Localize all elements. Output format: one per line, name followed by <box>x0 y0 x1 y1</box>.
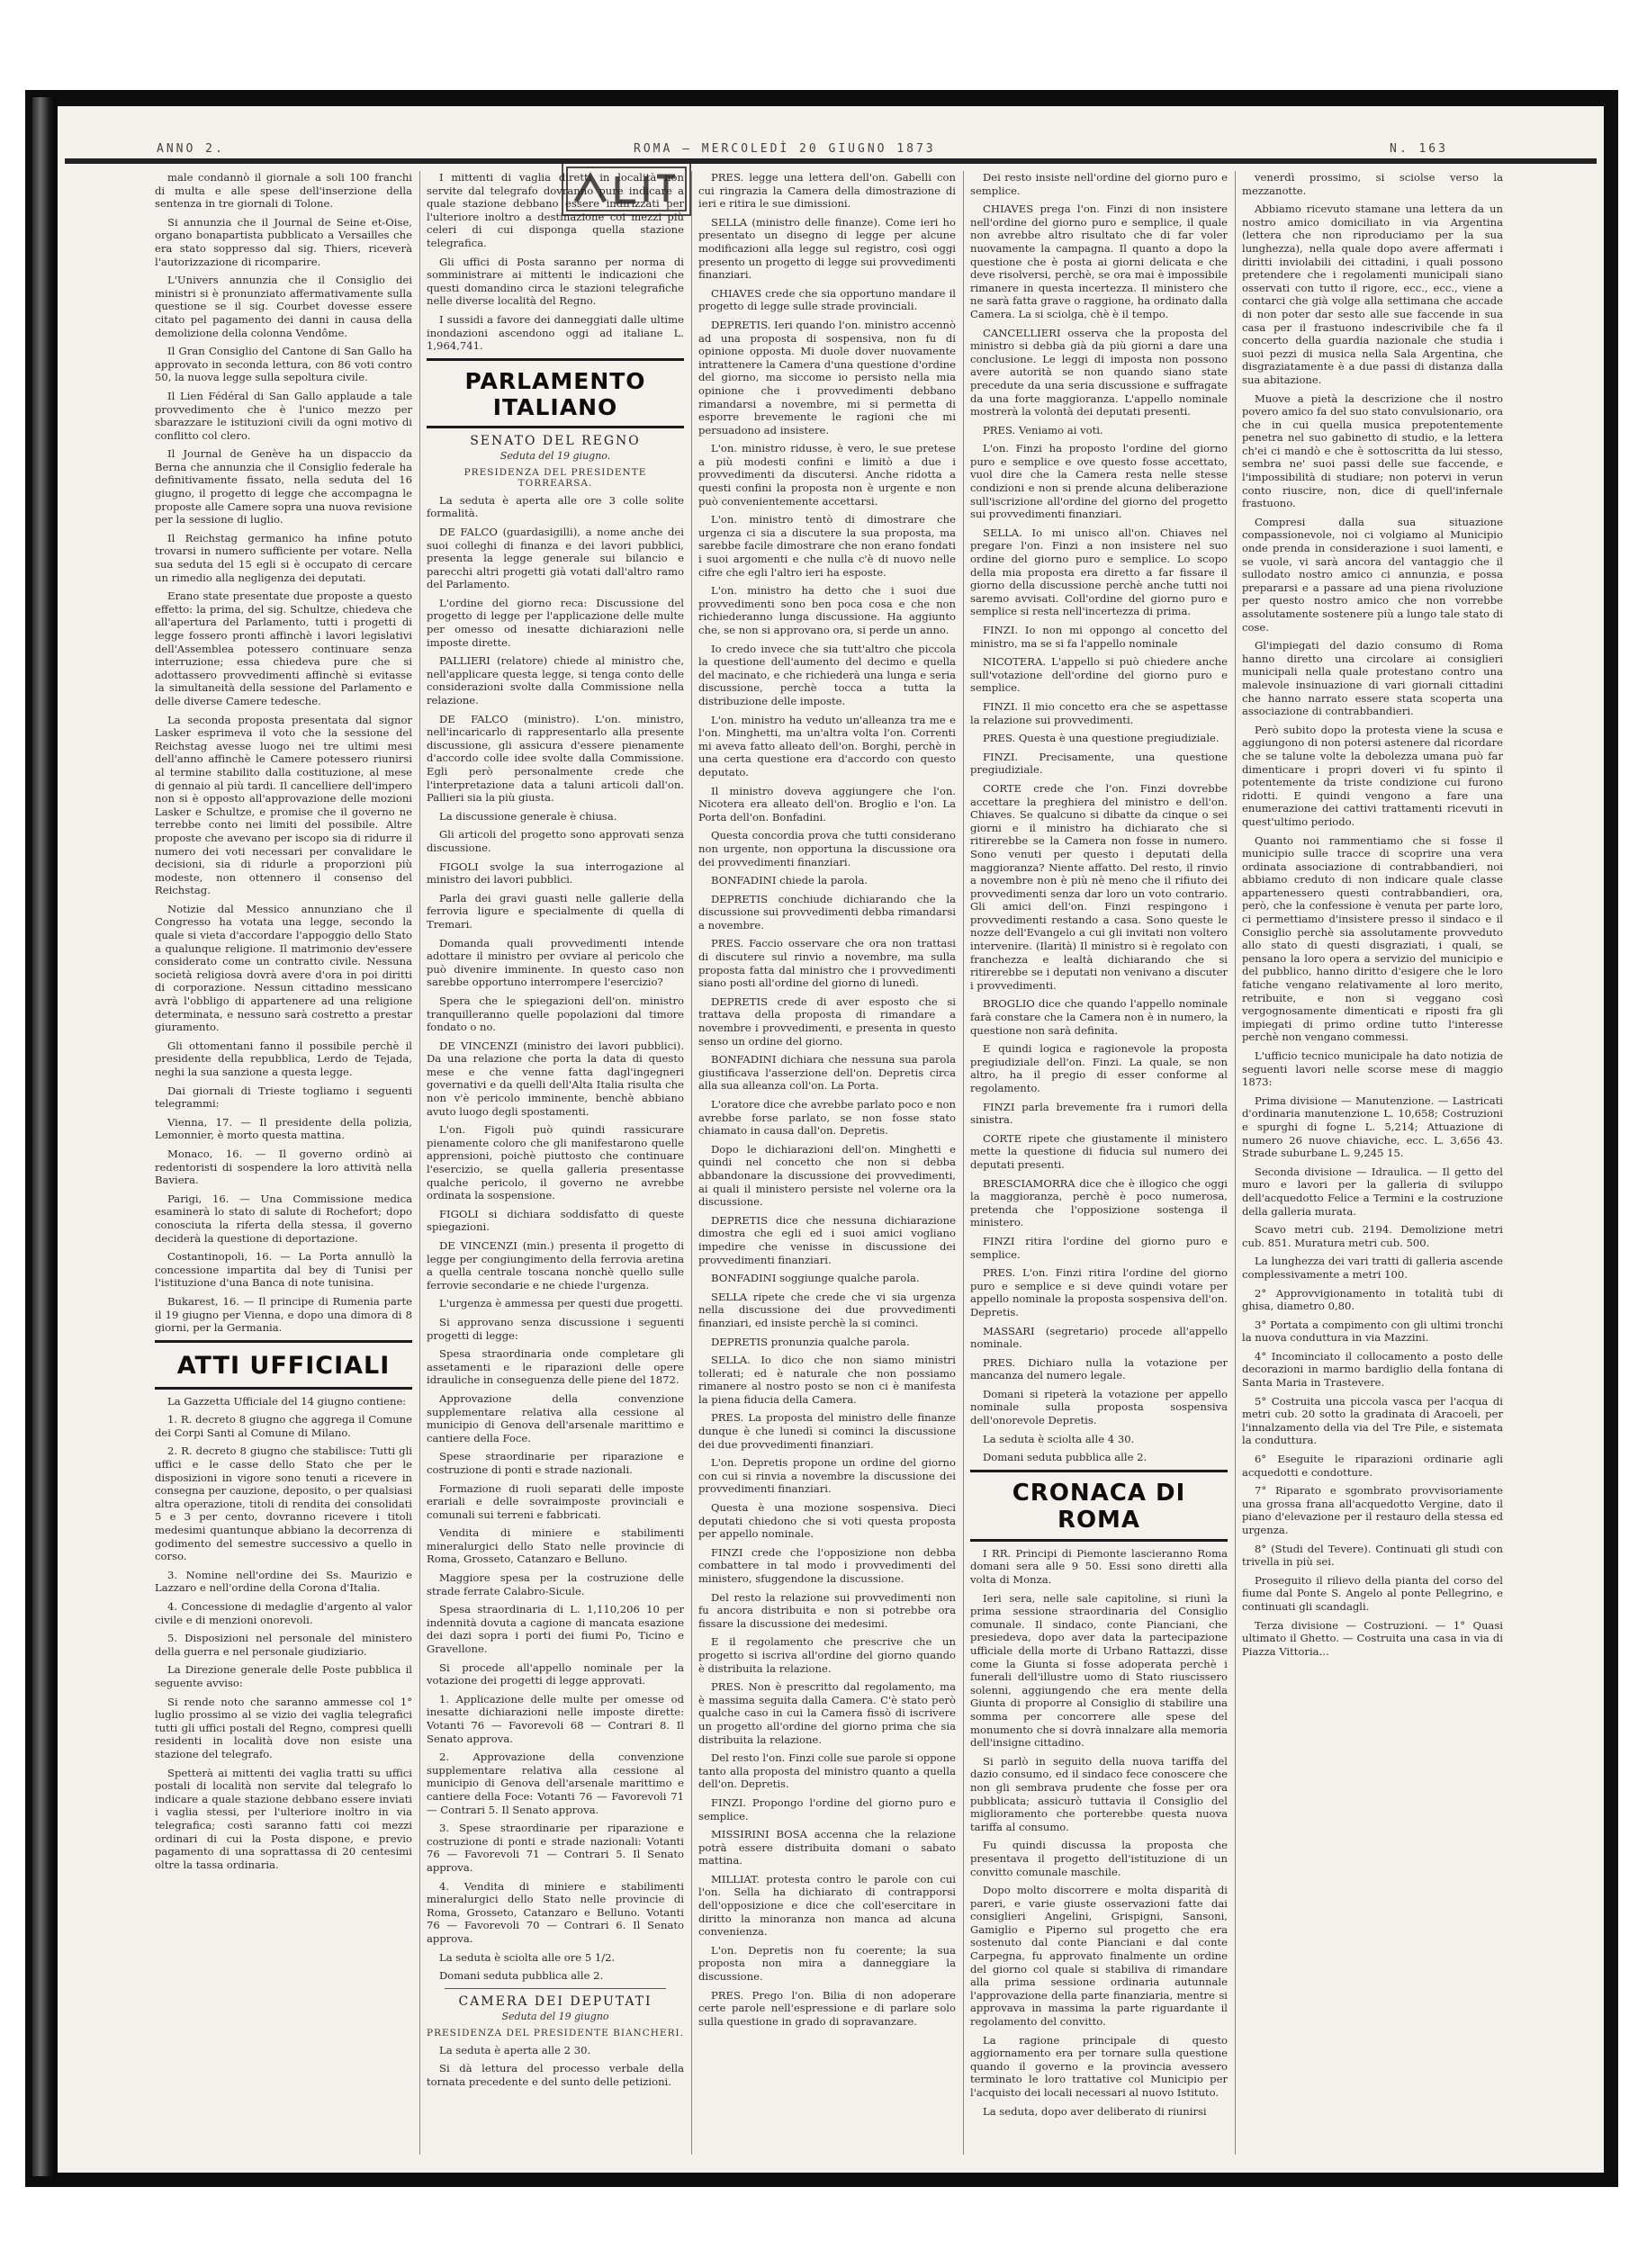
article-paragraph: 2. Approvazione della convenzione supplementare relativa alla cessione al municipio di Genova dell'arsenale marittimo e cantiere della Foce: Votanti 76 — Favorevoli 71 — Contrari 5. Il Senato approva. <box>427 1750 684 1816</box>
article-paragraph: FIGOLI si dichiara soddisfatto di queste spiegazioni. <box>427 1207 684 1234</box>
article-paragraph: Spetterà ai mittenti dei vaglia tratti su uffici postali di località non servite dal telegrafo lo indicare a quale stazione debbano essere inviati i vaglia stessi, per l'ulteriore inoltro in via telegrafica; costì saranno fatti coi mezzi ordinari di cui la Posta dispone, e previo pagamento di una soprattassa di 20 centesimi oltre la tassa ordinaria. <box>155 1766 412 1871</box>
article-paragraph: Parla dei gravi guasti nelle gallerie della ferrovia ligure e specialmente di quella di Tremari. <box>427 891 684 931</box>
article-paragraph: 4° Incominciato il collocamento a posto delle decorazioni in marmo bardiglio della fontana di Santa Maria in Trastevere. <box>1242 1349 1503 1390</box>
article-paragraph: La discussione generale è chiusa. <box>439 809 617 823</box>
column-2 <box>427 171 684 2155</box>
article-paragraph: Proseguito il rilievo della pianta del corso del fiume dal Ponte S. Angelo al ponte Pellegrino, e continuati gli scandagli. <box>1242 1573 1503 1613</box>
article-paragraph: BROGLIO dice che quando l'appello nominale farà constare che la Camera non è in numero, la questione non sarà definita. <box>970 997 1228 1037</box>
article-paragraph: L'on. Depretis non fu coerente; la sua proposta non mira a danneggiare la discussione. <box>698 1943 956 1984</box>
article-paragraph: 5. Disposizioni nel personale del ministero della guerra e nel personale giudiziario. <box>155 1632 412 1658</box>
article-paragraph: PRES. Faccio osservare che ora non trattasi di discutere sul rinvio a novembre, ma sulla proposta fatta dal ministro che i provvedimenti siano posti all'ordine del giorno di lunedì. <box>698 937 956 990</box>
article-paragraph: Vendita di miniere e stabilimenti mineralurgici dello Stato nelle provincie di Roma, Grosseto, Catanzaro e Belluno. <box>427 1526 684 1566</box>
column-divider <box>691 171 692 2155</box>
column-divider <box>963 171 964 2155</box>
article-paragraph: L'on. Depretis propone un ordine del giorno con cui si rinvia a novembre la discussione dei provvedimenti finanziari. <box>698 1456 956 1496</box>
article-paragraph: FIGOLI svolge la sua interrogazione al ministro dei lavori pubblici. <box>427 860 684 886</box>
section-rule <box>155 1340 412 1343</box>
article-paragraph: DEPRETIS crede di aver esposto che si trattava della proposta di rimandare a novembre i provvedimenti, e presenta in questo senso un ordine del giorno. <box>698 994 956 1048</box>
article-paragraph: Gl'impiegati del dazio consumo di Roma hanno diretto una circolare ai consiglieri municipali nella quale protestano contro una malevole insinuazione di vari giornali cittadini che hanno narrato essere stata scoperta una associazione di contrabbandieri. <box>1242 639 1503 718</box>
article-paragraph: Spese straordinarie per riparazione e costruzione di ponti e strade nazionali. <box>427 1450 684 1476</box>
article-paragraph: Compresi dalla sua situazione compassionevole, noi ci volgiamo al Municipio onde prenda in considerazione i suoi lamenti, e se vuole, vi sarà ancora del vantaggio che il sullodato nostro amico ci annunzia, e possa prepararsi e a passare ad una piena rivoluzione per questo nostro amico che non vorrebbe assolutamente sostenere più a lungo tale stato di cose. <box>1242 515 1503 634</box>
article-paragraph: male condannò il giornale a soli 100 franchi di multa e alle spese dell'inserzione della sentenza in tre giornali di Tolone. <box>155 171 412 211</box>
section-rule <box>970 1539 1228 1542</box>
article-paragraph: Abbiamo ricevuto stamane una lettera da un nostro amico domiciliato in via Argentina (lettera che non riproduciamo per la sua lunghezza), nella quale dopo avere affermati i diritti inviolabili dei cittadini, i quali possono pretendere che i regolamenti municipali siano osservati con tutto il rigore, ecc., ecc., viene a contarci che già volge alla settimana che accade di non poter dar sesto alle sue faccende in sua casa per il frastuono indescrivibile che fa il concerto della guardia nazionale che studia i suoi pezzi di musica nella Sala Argentina, che disgraziatamente è a due passi di distanza dalla sua abitazione. <box>1242 202 1503 386</box>
article-paragraph: 4. Vendita di miniere e stabilimenti mineralurgici dello Stato nelle provincie di Roma, Grosseto, Catanzaro e Belluno. Votanti 76 — Favorevoli 70 — Contrari 6. Il Senato approva. <box>427 1879 684 1945</box>
article-paragraph: DE VINCENZI (ministro dei lavori pubblici). Da una relazione che porta la data di questo mese e che venne fatta dagl'ingegneri governativi e da quelli dell'Alta Italia risulta che non v'è pericolo imminente, benchè abbiano avuto luogo degli spostamenti. <box>427 1039 684 1118</box>
atti-ufficiali-body <box>155 1395 412 1872</box>
article-paragraph: PRES. Prego l'on. Bilia di non adoperare certe parole nell'espressione e di parlare solo sulla questione in grado di sopravanzare. <box>698 1988 956 2028</box>
library-stamp <box>562 162 691 216</box>
article-paragraph: Quanto noi rammentiamo che si fosse il municipio sulle tracce di scoprire una vera ordinata associazione di contrabbandieri, noi abbiamo creduto di non indicare quale classe appartenessero questi contrabbandieri, ora, però, che la confessione è venuta per parte loro, ci permettiamo d'insistere presso il sindaco e il Consiglio perchè sia assolutamente provveduto allo stato di questi disgraziati, i quali, se pensano la loro opera a servizio del municipio e del pubblico, hanno diritto d'esigere che le loro fatiche vengano relativamente al loro merito, retribuite, e non si veggano così vergognosamente dimenticati e riposti fra gli impiegati di primo ordine tutto l'interesse perchè non vengano commessi. <box>1242 833 1503 1044</box>
article-paragraph: Si parlò in seguito della nuova tariffa del dazio consumo, ed il sindaco fece conoscere che non gli sembrava prudente che fosse per ora pubblicata; assicurò tuttavia il Consiglio del miglioramento che porterebbe questa nuova tariffa al consumo. <box>970 1754 1228 1833</box>
article-paragraph: DEPRETIS. Ieri quando l'on. ministro accennò ad una proposta di sospensiva, non fu di opinione opposta. Mi duole dover nuovamente intrattenere la Camera d'una questione d'ordine del giorno, ma siccome io persisto nella mia opinione che i provvedimenti debbano rimandarsi a novembre, mi si permetta di esporre brevemente le ragioni che mi persuadono ad insistere. <box>698 318 956 436</box>
senate-presidency: PRESIDENZA DEL PRESIDENTE TORREARSA. <box>464 466 647 489</box>
article-paragraph: 8° (Studi del Tevere). Continuati gli studi con trivella in più sei. <box>1242 1542 1503 1569</box>
article-paragraph: FINZI. Precisamente, una questione pregiudiziale. <box>970 750 1228 777</box>
article-paragraph: DE VINCENZI (min.) presenta il progetto di legge per congiungimento della ferrovia aretina a quella centrale toscana nonchè quello sulle ferrovie secondarie e ne chiede l'urgenza. <box>427 1239 684 1292</box>
section-rule <box>427 426 684 428</box>
article-paragraph: I mittenti di vaglia diretti in località non servite dal telegrafo dovranno pure indicare a quale stazione debbano essere indirizzati per l'ulteriore inoltro a destinazione coi mezzi più celeri di cui disponga quella stazione telegrafica. <box>427 171 684 249</box>
article-paragraph: BRESCIAMORRA dice che è illogico che oggi la maggioranza, perchè è poco numerosa, pretenda che l'opposizione sostenga il ministero. <box>970 1176 1228 1229</box>
article-paragraph: 2. R. decreto 8 giugno che stabilisce: Tutti gli uffici e le casse dello Stato che per le disposizioni in vigore sono tenuti a ricevere in consegna per cauzione, deposito, o per qualsiasi altra operazione, titoli di rendita dei consolidati 5 e 3 per cento, dovranno ricevere i titoli medesimi quantunque abbiano la decorrenza di godimento del semestre successivo a quello in corso. <box>155 1444 412 1563</box>
article-paragraph: PRES. Veniamo ai voti. <box>983 423 1103 436</box>
article-paragraph: Il Lien Fédéral di San Gallo applaude a tale provvedimento che è l'unico mezzo per sbarazzare le istituzioni civili da ogni motivo di conflitto col clero. <box>155 389 412 442</box>
article-paragraph: La seduta, dopo aver deliberato di riunirsi <box>983 2104 1207 2118</box>
article-paragraph: CORTE crede che l'on. Finzi dovrebbe accettare la preghiera del ministro e dell'on. Chiaves. Se qualcuno si dibatte da cinque o sei giorni e il ministro ha dichiarato che si ritirerebbe se la Camera non fosse in numero. Sono venuti per questo i deputati della maggioranza? Niente affatto. Del resto, il rinvio a novembre non è più nè meno che il rifiuto dei provvedimenti senza dar loro un voto contrario. Gli amici dell'on. Finzi respingono i provvedimenti restando a casa. Sono queste le nozze dell'Evangelo a cui gli invitati non voltero intervenire. (Ilarità) Il ministro si è regolato con franchezza e lealtà dichiarando che si ritirerebbe se i deputati non venivano a discuter i provvedimenti. <box>970 781 1228 992</box>
article-paragraph: La seduta è aperta alle 2 30. <box>439 2043 591 2056</box>
article-paragraph: Gli uffici di Posta saranno per norma di somministrare ai mittenti le indicazioni che questi domandino circa le stazioni telegrafiche nelle diverse località del Regno. <box>427 255 684 308</box>
article-paragraph: Questa concordia prova che tutti considerano non urgente, non opportuna la discussione ora dei provvedimenti finanziari. <box>698 829 956 868</box>
article-paragraph: I sussidi a favore dei danneggiati dalle ultime inondazioni ascendono oggi ad italiane L. 1,964,741. <box>427 312 684 353</box>
article-paragraph: FINZI. Il mio concetto era che se aspettasse la relazione sui provvedimenti. <box>970 699 1228 726</box>
column-4-body <box>970 171 1228 1464</box>
article-paragraph: FINZI crede che l'opposizione non debba combattere in tal modo i provvedimenti del ministero, sfuggendone la discussione. <box>698 1545 956 1585</box>
article-paragraph: DEPRETIS pronunzia qualche parola. <box>711 1335 910 1348</box>
article-paragraph: PRES. Questa è una questione pregiudiziale. <box>983 732 1220 745</box>
article-paragraph: BONFADINI soggiunge qualche parola. <box>711 1272 920 1285</box>
article-paragraph: BONFADINI dichiara che nessuna sua parola giustificava l'asserzione dell'on. Depretis circa alla sua alleanza coll'on. La Porta. <box>698 1053 956 1093</box>
article-paragraph: Il Journal de Genève ha un dispaccio da Berna che annunzia che il Consiglio federale ha definitivamente fissato, nella seduta del 16 giugno, il progetto di legge che accompagna le proposte alle Camere sopra una nuova revisione per la sessione di luglio. <box>155 447 412 526</box>
article-paragraph: Domani seduta pubblica alle 2. <box>439 1969 604 1983</box>
parlamento-title: PARLAMENTO ITALIANO <box>464 367 646 420</box>
section-rule <box>155 1387 412 1390</box>
article-paragraph: DEPRETIS dice che nessuna dichiarazione dimostra che egli ed i suoi amici vogliano impedire che venisse in discussione dei provvedimenti finanziari. <box>698 1213 956 1266</box>
camera-presidency: PRESIDENZA DEL PRESIDENTE BIANCHERI. <box>427 2027 684 2038</box>
article-paragraph: L'on. ministro ha veduto un'alleanza tra me e l'on. Minghetti, ma un'altra volta l'on. Correnti mi aveva fatto alleato dell'on. Borghi, perchè in una certa questione era d'accordo con questo deputato. <box>698 713 956 778</box>
atti-ufficiali-title: ATTI UFFICIALI <box>176 1351 391 1380</box>
article-paragraph: FINZI parla brevemente fra i rumori della sinistra. <box>970 1100 1228 1127</box>
article-paragraph: Gli ottomentani fanno il possibile perchè il presidente della repubblica, Lerdo de Tejada, neghi la sua sanzione a questa legge. <box>155 1039 412 1078</box>
article-paragraph: Muove a pietà la descrizione che il nostro povero amico fa del suo stato convulsionario, ora che in cui quella musica prepotentemente penetra nel suo gabinetto di studio, e la lettera ch'ei ci mandò e che è sottoscritta da lui stesso, sembra ne' suoi passi delle sue faccende, e l'impossibilità di studiare; non potervi in verun conto riuscire, non, dice di quell'infernale frastuono. <box>1242 392 1503 510</box>
article-paragraph: PRES. L'on. Finzi ritira l'ordine del giorno puro e semplice e si deve quindi votare per appello nominale la proposta sospensiva dell'on. Depretis. <box>970 1266 1228 1318</box>
article-paragraph: Bukarest, 16. — Il principe di Rumenia parte il 19 giugno per Vienna, e dopo una dimora di 8 giorni, per la Germania. <box>155 1294 412 1335</box>
article-paragraph: Dopo le dichiarazioni dell'on. Minghetti e quindi nel concetto che non si debba abbandonare la discussione dei provvedimenti, ai quali il ministero persiste nel volerne ora la discussione. <box>698 1142 956 1209</box>
article-paragraph: SELLA (ministro delle finanze). Come ieri ho presentato un disegno di legge per alcune modificazioni alla legge sul registro, così oggi presento un progetto di legge sui provvedimenti finanziari. <box>698 215 956 282</box>
article-paragraph: 1. R. decreto 8 giugno che aggrega il Comune dei Corpi Santi al Comune di Milano. <box>155 1413 412 1439</box>
article-paragraph: Approvazione della convenzione supplementare relativa alla cessione al municipio di Genova dell'arsenale marittimo e cantiere della Foce. <box>427 1391 684 1444</box>
article-paragraph: PRES. La proposta del ministro delle finanze dunque è che lunedì si cominci la discussione dei due provvedimenti finanziari. <box>698 1411 956 1451</box>
article-paragraph: 5° Costruita una piccola vasca per l'acqua di metri cub. 20 sotto la gradinata di Aracoeli, per l'innalzamento della via del Tre Pile, e sistemata la conduttura. <box>1242 1394 1503 1447</box>
article-paragraph: FINZI ritira l'ordine del giorno puro e semplice. <box>970 1234 1228 1261</box>
article-paragraph: Si dà lettura del processo verbale della tornata precedente e del sunto delle petizioni. <box>427 2062 684 2088</box>
article-paragraph: La seduta è sciolta alle ore 5 1/2. <box>439 1950 616 1964</box>
article-paragraph: NICOTERA. L'appello si può chiedere anche sull'votazione dell'ordine del giorno puro e semplice. <box>970 655 1228 695</box>
header-center: ROMA — MERCOLEDÌ 20 GIUGNO 1873 <box>634 142 936 156</box>
article-paragraph: Dai giornali di Trieste togliamo i seguenti telegrammi: <box>155 1084 412 1111</box>
article-paragraph: L'ordine del giorno reca: Discussione del progetto di legge per l'applicazione delle multe per omesso od inesatte dichiarazioni nelle imposte dirette. <box>427 596 684 649</box>
article-paragraph: SELLA. Io dico che non siamo ministri tollerati; ed è naturale che non possiamo rimanere al nostro posto se non ci è manifesta la piena fiducia della Camera. <box>698 1354 956 1406</box>
stamp-mark <box>563 164 689 214</box>
article-paragraph: E quindi logica e ragionevole la proposta pregiudiziale dell'on. Finzi. La quale, se non altro, ha il pregio di esser conforme al regolamento. <box>970 1042 1228 1094</box>
article-paragraph: Dei resto insiste nell'ordine del giorno puro e semplice. <box>970 171 1228 197</box>
article-paragraph: E il regolamento che prescrive che un progetto si iscriva all'ordine del giorno quando è distribuita la relazione. <box>698 1635 956 1675</box>
article-paragraph: La Direzione generale delle Poste pubblica il seguente avviso: <box>155 1663 412 1689</box>
cronaca-title: CRONACA DI ROMA <box>1012 1479 1186 1534</box>
column-5-body <box>1242 171 1503 1658</box>
article-paragraph: Scavo metri cub. 2194. Demolizione metri cub. 851. Muratura metri cub. 500. <box>1242 1223 1503 1249</box>
article-paragraph: L'on. ministro ridusse, è vero, le sue pretese a più modesti confini e limitò a due i provvedimenti da discutersi. Anche ridotta a questi confini la proposta non è urgente e non può convenientemente accettarsi. <box>698 442 956 508</box>
article-paragraph: SELLA ripete che crede che vi sia urgenza nella discussione dei due provvedimenti finanziari, ed insiste perchè la si cominci. <box>698 1290 956 1329</box>
article-paragraph: 1. Applicazione delle multe per omesse od inesatte dichiarazioni nelle imposte dirette: Votanti 76 — Favorevoli 68 — Contrari 8. Il Senato approva. <box>427 1692 684 1745</box>
article-paragraph: 4. Concessione di medaglie d'argento al valor civile e di menzioni onorevoli. <box>155 1600 412 1626</box>
article-paragraph: L'on. Figoli può quindi rassicurare pienamente coloro che gli manifestarono quelle apprensioni, poichè piuttosto che continuare l'esercizio, se quella galleria presentasse qualche pericolo, il governo ne avrebbe ordinata la sospensione. <box>427 1123 684 1202</box>
article-paragraph: FINZI. Io non mi oppongo al concetto del ministro, ma se si fa l'appello nominale <box>970 624 1228 650</box>
article-paragraph: 3° Portata a compimento con gli ultimi tronchi la nuova conduttura in via Mazzini. <box>1242 1318 1503 1345</box>
book-spine <box>32 97 56 2176</box>
article-paragraph: Questa è una mozione sospensiva. Dieci deputati chiedono che si voti questa proposta per appello nominale. <box>698 1501 956 1541</box>
cronaca-body <box>970 1547 1228 2118</box>
article-paragraph: DE FALCO (ministro). L'on. ministro, nell'incaricarlo di rappresentarlo alla presente discussione, gli assicura d'essere pienamente d'accordo colle idee svolte dalla Commissione. Egli però personalmente crede che l'interpretazione data a taluni articoli dall'on. Pallieri sia la più giusta. <box>427 712 684 805</box>
article-paragraph: 7° Riparato e sgombrato provvisoriamente una grossa frana all'acquedotto Vergine, dato il piano d'elevazione per il restauro della stessa ed urgenza. <box>1242 1484 1503 1536</box>
article-paragraph: I RR. Principi di Piemonte lascieranno Roma domani sera alle 9 50. Essi sono diretti alla volta di Monza. <box>970 1546 1228 1587</box>
article-paragraph: PRES. Dichiaro nulla la votazione per mancanza del numero legale. <box>970 1355 1228 1382</box>
article-paragraph: BONFADINI chiede la parola. <box>711 874 868 887</box>
article-paragraph: PALLIERI (relatore) chiede al ministro che, nell'applicare questa legge, si tenga conto delle considerazioni svolte dalla Commissione nella relazione. <box>427 654 684 707</box>
camera-body <box>427 2044 684 2089</box>
article-paragraph: CHIAVES prega l'on. Finzi di non insistere nell'ordine del giorno puro e semplice, il quale non avrebbe altro risultato che di far voler nuovamente la campagna. Il quanto a dopo la questione che è posta ai giorni delicata e che deve risolversi, perchè, se ora mai è impossibile rimanere in questa incertezza. Il ministero che ne sarà fatta grave o raggione, ha ordinato dalla Camera. La si sciolga, chè è il tempo. <box>970 202 1228 320</box>
article-paragraph: Prima divisione — Manutenzione. — Lastricati d'ordinaria manutenzione L. 10,658; Costruzioni e spurghi di fogne L. 5,214; Attuazione di numero 26 nuove chiaviche, ecc. L. 3,656 43. Strade suburbane L. 9,245 15. <box>1242 1094 1503 1160</box>
section-rule <box>427 358 684 361</box>
article-paragraph: L'urgenza è ammessa per questi due progetti. <box>439 1297 683 1310</box>
article-paragraph: CORTE ripete che giustamente il ministero mette la questione di fiducia sul numero dei deputati presenti. <box>970 1131 1228 1171</box>
column-4 <box>970 171 1228 2155</box>
article-paragraph: Fu quindi discussa la proposta che presentava il progetto dell'istituzione di un convitto comunale maschile. <box>970 1839 1228 1878</box>
article-paragraph: FINZI. Propongo l'ordine del giorno puro e semplice. <box>698 1796 956 1822</box>
article-paragraph: Erano state presentate due proposte a questo effetto: la prima, del sig. Schultze, chiedeva che all'apertura del Parlamento, tutti i progetti di legge fossero pronti affinchè i lavori legislativi dell'Assemblea potessero continuare senza interruzione; essa chiedeva pure che si adottassero provvedimenti affinchè si evitasse la simultaneità della sessione del Parlamento e delle diverse Camere tedesche. <box>155 590 412 707</box>
article-paragraph: CANCELLIERI osserva che la proposta del ministro si debba già da più giorni a dare una conclusione. Le leggi di imposta non possono avere autorità se non quando siano state precedute da una seria discussione e suffragate da una forte maggioranza. L'appello nominale mostrerà la volontà dei deputati presenti. <box>970 326 1228 418</box>
section-rule <box>970 1470 1228 1472</box>
article-paragraph: L'oratore dice che avrebbe parlato poco e non avrebbe forse parlato, se non fosse stato chiamato in causa dall'on. Depretis. <box>698 1098 956 1138</box>
article-paragraph: Costantinopoli, 16. — La Porta annullò la concessione impartita dal bey di Tunisi per l'istituzione d'una Banca di note tunisina. <box>155 1250 412 1290</box>
article-paragraph: Spesa straordinaria di L. 1,110,206 10 per indennità dovuta a cagione di mancata esazione dei dazi sopra i porti dei fiumi Po, Ticino e Gravellone. <box>427 1603 684 1656</box>
article-paragraph: MISSIRINI BOSA accenna che la relazione potrà essere distribuita domani o sabato mattina. <box>698 1828 956 1868</box>
article-paragraph: Terza divisione — Costruzioni. — 1° Quasi ultimato il Ghetto. — Costruita una casa in via di Piazza Vittoria... <box>1242 1618 1503 1658</box>
article-paragraph: Si annunzia che il Journal de Seine et-Oise, organo bonapartista pubblicato a Versailles che era stato soppresso dal sig. Thiers, riceverà l'autorizzazione di ricomparire. <box>155 215 412 268</box>
article-paragraph: Monaco, 16. — Il governo ordinò ai redentoristi di sospendere la loro attività nella Baviera. <box>155 1147 412 1187</box>
article-paragraph: Si rende noto che saranno ammesse col 1° luglio prossimo al se vizio dei vaglia telegrafici tutti gli uffici postali del Regno, compresi quelli residenti in località dove non esiste una stazione del telegrafo. <box>155 1695 412 1760</box>
article-paragraph: Parigi, 16. — Una Commissione medica esaminerà lo stato di salute di Rochefort; dopo conosciuta la riferta della stessa, il governo deciderà la questione di deportazione. <box>155 1192 412 1245</box>
column-3 <box>698 171 956 2155</box>
article-paragraph: L'Univers annunzia che il Consiglio dei ministri si è pronunziato affermativamente sulla questione se il sig. Courbet dovesse essere citato pel pagamento dei danni in causa della demolizione della colonna Vendôme. <box>155 274 412 339</box>
article-paragraph: La seconda proposta presentata dal signor Lasker esprimeva il voto che la sessione del Reichstag avesse luogo nei tre ultimi mesi dell'anno affinchè le Camere potessero riunirsi al termine stabilito dalla costituzione, al mese di gennaio al più tardi. Il cancelliere dell'impero non si è opposto all'approvazione delle mozioni Lasker e Schultze, e promise che il governo ne terrebbe conto nei limiti del possibile. Altre proposte che avevano per iscopo sia di ridurre il numero dei voti necessari per convalidare le decisioni, sia di ridurle a proporzioni più modeste, non ottennero il consenso del Reichstag. <box>155 713 412 897</box>
column-1 <box>155 171 412 2155</box>
article-paragraph: DEPRETIS conchiude dichiarando che la discussione sui provvedimenti debba rimandarsi a novembre. <box>698 892 956 932</box>
newspaper-page <box>58 106 1604 2173</box>
article-paragraph: Io credo invece che sia tutt'altro che piccola la questione dell'aumento del decimo e quella del macinato, e che richiederà una lunga e seria discussione, perchè tocca a tutta la distribuzione delle imposte. <box>698 642 956 707</box>
article-paragraph: Seconda divisione — Idraulica. — Il getto del muro e lavori per la galleria di sviluppo dell'acquedotto Felice a Termini e la costruzione della galleria murata. <box>1242 1165 1503 1218</box>
senate-body <box>427 494 684 1983</box>
camera-sitting: Seduta del 19 giugno <box>501 2010 609 2022</box>
article-paragraph: PRES. Non è prescritto dal regolamento, ma è massima seguita dalla Camera. C'è stato però qualche caso in cui la Camera fissò di iscrivere un progetto all'ordine del giorno prima che sia distribuita la relazione. <box>698 1680 956 1746</box>
article-paragraph: Il Gran Consiglio del Cantone di San Gallo ha approvato in seconda lettura, con 86 voti contro 50, la nuova legge sulla sepoltura civile. <box>155 345 412 384</box>
column-divider <box>419 171 420 2155</box>
article-paragraph: La ragione principale di questo aggiornamento era per tornare sulla questione quando il governo e la provincia avessero terminato le loro trattative col Municipio per l'acquisto dei locali necessari al nuovo Istituto. <box>970 2033 1228 2099</box>
article-paragraph: DE FALCO (guardasigilli), a nome anche dei suoi colleghi di finanza e dei lavori pubblici, presenta la legge generale sui bilancio e parecchi altri progetti già votati dall'altro ramo del Parlamento. <box>427 525 684 591</box>
header-left: ANNO 2. <box>157 142 225 156</box>
article-paragraph: Però subito dopo la protesta viene la scusa e aggiungono di non potersi astenere dal ricordare che se talune volte la debolezza umana può far dimenticare i propri doveri vi fu spinto il potentemente da triste condizione cui furono ridotti. E quindi vengono a fare una enumerazione dei cattivi trattamenti ricevuti in quest'ultimo periodo. <box>1242 723 1503 828</box>
section-rule <box>445 1988 666 1989</box>
article-paragraph: Maggiore spesa per la costruzione delle strade ferrate Calabro-Sicule. <box>427 1571 684 1598</box>
article-paragraph: Si approvano senza discussione i seguenti progetti di legge: <box>427 1315 684 1342</box>
article-paragraph: Formazione di ruoli separati delle imposte erariali e delle sovraimposte provinciali e comunali sui terreni e fabbricati. <box>427 1481 684 1521</box>
article-paragraph: Il Reichstag germanico ha infine potuto trovarsi in numero sufficiente per votare. Nella sua seduta del 15 egli si è occupato di cercare un rimedio alla negligenza dei deputati. <box>155 531 412 584</box>
article-paragraph: Spera che le spiegazioni dell'on. ministro tranquilleranno quelle popolazioni dal timore fondato o no. <box>427 994 684 1034</box>
article-paragraph: La lunghezza dei vari tratti di galleria ascende complessivamente a metri 100. <box>1242 1255 1503 1281</box>
column-3-body <box>698 171 956 2028</box>
article-paragraph: L'ufficio tecnico municipale ha dato notizia de seguenti lavori nelle scorse mese di maggio 1873: <box>1242 1049 1503 1089</box>
article-paragraph: venerdì prossimo, si sciolse verso la mezzanotte. <box>1242 171 1503 197</box>
senate-sitting: Seduta del 19 giugno. <box>500 449 611 462</box>
article-paragraph: Domani seduta pubblica alle 2. <box>983 1451 1148 1464</box>
article-paragraph: Domanda quali provvedimenti intende adottare il ministro per ovviare al pericolo che può divenire imminente. In questo caso non sarebbe opportuno interrompere l'esercizio? <box>427 936 684 989</box>
column-1-body <box>155 171 412 1335</box>
column-divider <box>1235 171 1236 2155</box>
article-paragraph: Del resto la relazione sui provvedimenti non fu ancora distribuita e non si potrebbe ora fissare la discussione dei medesimi. <box>698 1590 956 1630</box>
column-5 <box>1242 171 1503 2155</box>
article-paragraph: L'on. ministro ha detto che i suoi due provvedimenti sono ben poca cosa e che non richiederanno lunga discussione. Ha aggiunto che, se non si approvano ora, si perde un anno. <box>698 584 956 636</box>
article-paragraph: Del resto l'on. Finzi colle sue parole si oppone tanto alla proposta del ministro quanto a quella dell'on. Depretis. <box>698 1751 956 1791</box>
article-paragraph: Il ministro doveva aggiungere che l'on. Nicotera era alleato dell'on. Broglio e l'on. La Porta dell'on. Bonfadini. <box>698 784 956 824</box>
article-paragraph: Si procede all'appello nominale per la votazione dei progetti di legge approvati. <box>427 1660 684 1688</box>
article-paragraph: 2° Approvvigionamento in totalità tubi di ghisa, diametro 0,80. <box>1242 1286 1503 1313</box>
article-paragraph: MASSARI (segretario) procede all'appello nominale. <box>970 1324 1228 1351</box>
article-paragraph: PRES. legge una lettera dell'on. Gabelli con cui ringrazia la Camera della dimostrazione di ieri e ritira le sue dimissioni. <box>698 171 956 211</box>
article-paragraph: La seduta è aperta alle ore 3 colle solite formalità. <box>427 493 684 520</box>
article-paragraph: Dopo molto discorrere e molta disparità di pareri, e varie giuste osservazioni fatte dai consiglieri Angelini, Grispigni, Sansoni, Gamiglio e Piperno sul progetto che era sostenuto dal conte Pianciani e dal conte Carpegna, fu approvato finalmente un ordine del giorno col quale si stabiliva di rimandare alla prima sessione ordinaria autunnale l'approvazione della parte finanziaria, mentre si approvava in massima la parte riguardante il regolamento del convitto. <box>970 1884 1228 2029</box>
article-paragraph: MILLIAT. protesta contro le parole con cui l'on. Sella ha dichiarato di contrapporsi dell'opposizione e dice che coll'esercitare in diritto la minoranza non manca ad alcuna convenienza. <box>698 1872 956 1939</box>
article-paragraph: SELLA. Io mi unisco all'on. Chiaves nel pregare l'on. Finzi a non insistere nel suo ordine del giorno puro e semplice. Lo scopo della mia proposta era diretto a far fissare il giorno della discussione perchè anche tutti noi saremo avvisati. Coll'ordine del giorno puro e semplice si resta nell'incertezza di prima. <box>970 526 1228 618</box>
header-rule <box>65 158 1597 164</box>
header-right: N. 163 <box>1390 142 1448 156</box>
article-paragraph: 3. Spese straordinarie per riparazione e costruzione di ponti e strade nazionali: Votanti 76 — Favorevoli 71 — Contrari 5. Il Senato approva. <box>427 1822 684 1874</box>
article-paragraph: 6° Eseguite le riparazioni ordinarie agli acquedotti e condotture. <box>1242 1453 1503 1479</box>
senate-title: SENATO DEL REGNO <box>470 433 641 448</box>
article-paragraph: Vienna, 17. — Il presidente della polizia, Lemonnier, è morto questa mattina. <box>155 1115 412 1142</box>
camera-title: CAMERA DEI DEPUTATI <box>458 1994 652 2009</box>
article-paragraph: 3. Nomine nell'ordine dei Ss. Maurizio e Lazzaro e nell'ordine della Corona d'Italia. <box>155 1568 412 1595</box>
article-paragraph: La Gazzetta Ufficiale del 14 giugno contiene: <box>167 1394 407 1408</box>
article-paragraph: CHIAVES crede che sia opportuno mandare il progetto di legge sulle strade provinciali. <box>698 286 956 313</box>
article-paragraph: Spesa straordinaria onde completare gli assetamenti e le riparazioni delle opere idrauliche in conseguenza delle piene del 1872. <box>427 1347 684 1387</box>
article-paragraph: Ieri sera, nelle sale capitoline, si riunì la prima sessione straordinaria del Consiglio comunale. Il sindaco, conte Pianciani, che presiedeva, dopo aver data la partecipazione ufficiale della morte di Urbano Rattazzi, disse come la Giunta si fosse adoperata perchè i funerali dell'illustre uomo di Stato riuscissero solenni, aggiungendo che era mente della Giunta di proporre al Consiglio di stabilire una somma per concorrere alle spese del monumento che si dovrà innalzare alla memoria dell'insigne cittadino. <box>970 1591 1228 1750</box>
article-paragraph: L'on. Finzi ha proposto l'ordine del giorno puro e semplice e ove questo fosse accettato, vuol dire che la Camera resta nelle stesse condizioni e non si prende alcuna deliberazione sull'iscrizione all'ordine del giorno del progetto sui provvedimenti finanziari. <box>970 442 1228 521</box>
article-paragraph: Notizie dal Messico annunziano che il Congresso ha votata una legge, secondo la quale si vieta d'accordare l'appoggio dello Stato a qualunque religione. Il matrimonio dev'essere considerato come un contratto civile. Nessuna società religiosa dovrà avere d'ora in poi diritti di corporazione. Nessun cittadino messicano avrà l'obbligo di appartenere ad una religione determinata, e nessuno sarà costretto a prestar giuramento. <box>155 902 412 1034</box>
article-paragraph: Domani si ripeterà la votazione per appello nominale sulla proposta sospensiva dell'onorevole Depretis. <box>970 1387 1228 1427</box>
article-paragraph: Gli articoli del progetto sono approvati senza discussione. <box>427 828 684 854</box>
article-paragraph: La seduta è sciolta alle 4 30. <box>983 1432 1135 1445</box>
article-paragraph: L'on. ministro tentò di dimostrare che urgenza ci sia a discutere la sua proposta, ma sarebbe facile dimostrare che non erano fondati i suoi argomenti e che nulla c'è di nuovo nelle cifre che egli l'altro ieri ha esposte. <box>698 513 956 579</box>
